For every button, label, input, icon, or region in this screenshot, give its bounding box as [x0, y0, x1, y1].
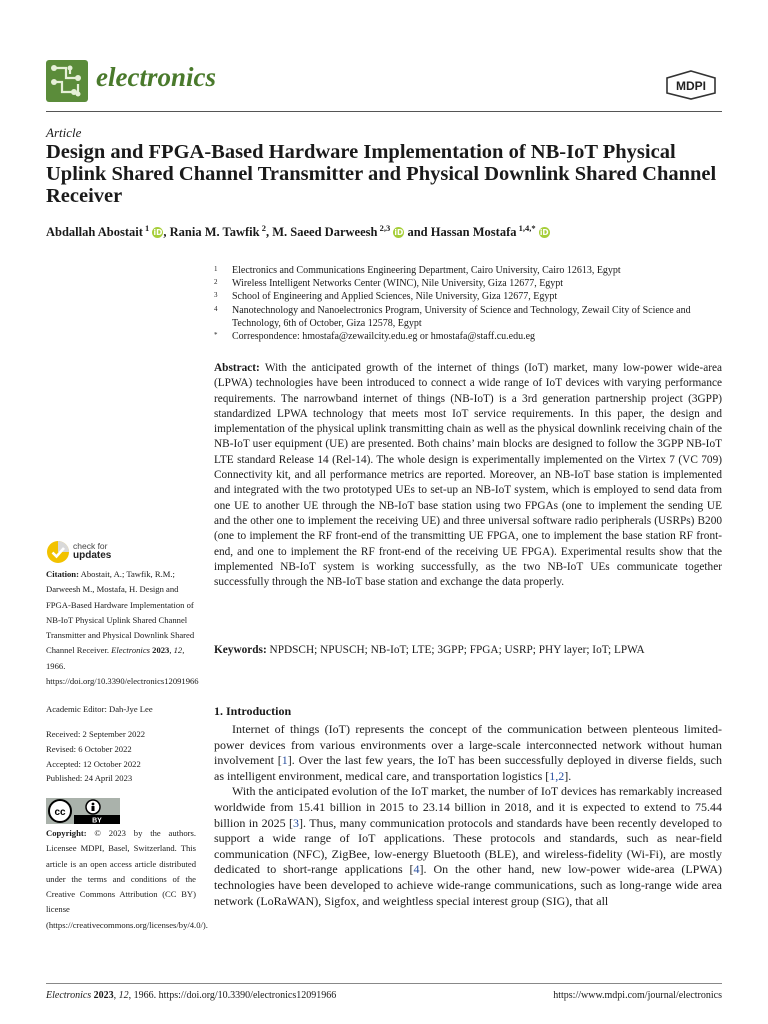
orcid-icon[interactable]: iD [539, 228, 549, 238]
paragraph-text: Internet of things (IoT) represents the concept of the communication between plenteous limited-power devices from various environments over a large-scale interconnected network without human involvement [ [214, 722, 722, 768]
keywords-text: NPDSCH; NPUSCH; NB-IoT; LTE; 3GPP; FPGA; USRP; PHY layer; IoT; LPWA [269, 644, 645, 656]
author-name: M. Saeed Darweesh [272, 225, 378, 240]
author-affiliation-sup: 1,4,* [516, 223, 536, 233]
affiliation-text: Correspondence: hmostafa@zewailcity.edu.eg or hmostafa@staff.cu.edu.eg [232, 331, 536, 343]
affiliation-text: School of Engineering and Applied Sciences, Nile University, Giza 12677, Egypt [232, 291, 558, 303]
citation-block: Citation: Abostait, A.; Tawfik, R.M.; Darweesh M., Mostafa, H. Design and FPGA-Based Hardware Implementation of NB-IoT Physical Uplink Shared Channel Transmitter and Physical Downlink Shared Channel Receiver. Electronics 2023, 12, 1966. https://doi.org/10.3390/electronics12091966 [46, 569, 199, 687]
affiliation-item [214, 277, 726, 290]
citation-year: 2023 [152, 645, 170, 656]
citation-reference-link[interactable]: 4 [413, 862, 420, 877]
citation-volume: 12 [173, 645, 183, 656]
abstract-label: Abstract: [214, 362, 260, 374]
citation-doi[interactable]: 1966. https://doi.org/10.3390/electronics12091966 [46, 660, 199, 687]
affiliation-number: 1 [214, 265, 218, 273]
author-affiliation-sup: 1 [142, 223, 150, 233]
affiliation-text: Wireless Intelligent Networks Center (WINC), Nile University, Giza 12677, Egypt [232, 278, 564, 290]
cc-license-badge[interactable] [46, 798, 120, 824]
copyright-block [46, 826, 208, 933]
publisher-name: MDPI [676, 79, 706, 93]
abstract-text: With the anticipated growth of the internet of things (IoT) market, many low-power wide-area (LPWA) technologies have been introduced to connect a wide range of IoT devices with varying performance requirements. The narrowband internet of things (NB-IoT) is a 3rd generation partnership project (3GPP) standardized LPWA technology that meets most IoT service requirements. In this paper, the design and implementation of the physical uplink transmitting chain as well as the physical downlink receiving chain of the NB-IoT user equipment (UE) are presented. Both chains’ main blocks are designed to follow the 3GPP NB-IoT LTE standard Release 14 (Rel-14). The whole design is experimentally implemented on the Virtex 7 (VC 709) Connectivity kit, and all performance metrics are reported. Moreover, an NB-IoT base station is implemented and integrated with the two prototyped UEs to set-up an NB-IoT system, which is employed to send data from one UE to another UE through the NB-IoT base station using two FPGAs (one to implement the sending UE and the other one to implement the receiving UE) and three universal software radio peripherals (USRPs) B200 (one to implement the RF front-end of the transmitting UE FPGA, one to implement the base station RF front-end, and one to implement the RF front-end of the receiving UE FPGA). Experimental results show that the implemented NB-IoT system is working successfully, as the two NB-IoT UEs communicate together successfully through the NB-IoT base station and exchange the data properly. [214, 362, 723, 589]
footer-volume: 12 [118, 990, 129, 1001]
author-list [46, 223, 726, 240]
affiliation-item [214, 264, 726, 277]
section-heading-introduction: 1. Introduction [214, 704, 292, 718]
academic-editor: Academic Editor: Dah-Jye Lee [46, 704, 153, 714]
footer-journal-url[interactable]: https://www.mdpi.com/journal/electronics [553, 990, 722, 1001]
paragraph-text: ]. [564, 768, 572, 783]
paragraph-text: With the anticipated evolution of the IoT market, the number of IoT devices has remarkably increased worldwide from 15.41 billion in 2015 to 23.14 billion in 2018, and it is expected to extend to 75.44 billion in 2025 [ [214, 784, 722, 830]
paragraph-text: ]. On the other hand, new low-power wide-area (LPWA) technologies have been developed to achieve wide-range communications, such as long-range wide area network (LoRaWAN), Sigfox, and weightless special interest group (SIG), that all [214, 862, 722, 908]
author-affiliation-sup: 2,3 [377, 223, 391, 233]
abstract [214, 361, 722, 590]
check-updates-line1: check for [73, 541, 108, 551]
affiliation-number: 2 [214, 278, 218, 287]
citation-reference-link[interactable]: 1 [281, 753, 288, 768]
check-updates-icon [46, 540, 70, 564]
journal-logo [46, 60, 88, 102]
citation-journal: Electronics [111, 645, 150, 656]
orcid-icon[interactable]: iD [153, 228, 163, 238]
paragraph-text: ]. Over the last few years, the IoT has been successfully deployed in diverse fields, such as intelligent environment, medical care, and transportation logistics [ [214, 753, 722, 783]
date-received: Received: 2 September 2022 [46, 729, 146, 739]
footer-year: 2023 [93, 990, 114, 1001]
footer-citation: Electronics 2023, 12, 1966. https://doi.org/10.3390/electronics12091966 [46, 990, 337, 1001]
author-name: Hassan Mostafa [430, 225, 517, 240]
publication-dates [46, 727, 145, 786]
affiliation-text: Nanotechnology and Nanoelectronics Program, University of Science and Technology, Zewail City of Science and Technology, 6th of October, Giza 12578, Egypt [232, 304, 691, 329]
author-name: Abdallah Abostait [46, 225, 143, 240]
date-accepted: Accepted: 12 October 2022 [46, 758, 141, 769]
header-divider [46, 111, 722, 112]
introduction-body [214, 722, 722, 909]
keywords [214, 643, 722, 658]
affiliation-number: * [214, 331, 218, 340]
affiliation-number: 4 [214, 304, 218, 313]
citation-text: Abostait, A.; Tawfik, R.M.; Darweesh M., Mostafa, H. Design and FPGA-Based Hardware Implementation of NB-IoT Physical Uplink Shared Channel Transmitter and Physical Downlink Shared Channel Receiver. [46, 569, 195, 656]
copyright-text: © 2023 by the authors. Licensee MDPI, Basel, Switzerland. This article is an open access article distributed under the terms and conditions of the Creative Commons Attribution (CC BY) license (https://creativecommons.org/licenses/by/4.0/). [46, 828, 208, 930]
affiliation-item [214, 330, 726, 343]
affiliation-number: 3 [214, 291, 218, 300]
author-affiliation-sup: 2 [259, 223, 266, 233]
affiliations [214, 264, 726, 343]
article-type: Article [46, 125, 82, 140]
footer-doi[interactable]: , 1966. https://doi.org/10.3390/electronics12091966 [128, 990, 337, 1001]
date-revised: Revised: 6 October 2022 [46, 743, 132, 754]
author-separator: and [404, 225, 431, 240]
affiliation-item [214, 290, 726, 303]
author-separator: , [266, 225, 273, 240]
affiliation-item [214, 304, 726, 330]
citation-label: Citation: [46, 569, 79, 579]
intro-paragraph-1 [214, 722, 722, 784]
author-separator: , [163, 225, 170, 240]
check-for-updates-badge[interactable] [46, 540, 136, 566]
orcid-icon[interactable]: iD [394, 228, 404, 238]
svg-text:cc: cc [54, 807, 66, 818]
author-name: Rania M. Tawfik [169, 225, 260, 240]
footer-divider [46, 983, 722, 984]
circuit-logo-icon [46, 60, 88, 102]
mdpi-hexagon-icon [665, 70, 717, 100]
paper-title: Design and FPGA-Based Hardware Implementation of NB-IoT Physical Uplink Shared Channel Transmitter and Physical Downlink Shared Channel Receiver [46, 141, 717, 207]
cc-by-icon [46, 798, 120, 824]
check-updates-line2: updates [73, 550, 112, 561]
mdpi-logo [665, 70, 717, 100]
intro-paragraph-2 [214, 784, 722, 909]
paragraph-text: ]. Thus, many communication protocols and standards have been recently developed to support a wide range of IoT applications. These protocols and standards, such as near-field communication (NFC), ZigBee, low-energy Bluetooth (BLE), and wireless-fidelity (Wi-Fi), are mostly dedicated to short-range applications [ [214, 815, 722, 877]
citation-reference-link[interactable]: 1,2 [549, 768, 565, 783]
citation-reference-link[interactable]: 3 [293, 815, 300, 830]
cc-by-label: BY [92, 817, 102, 824]
affiliation-text: Electronics and Communications Engineering Department, Cairo University, Cairo 12613, Egypt [232, 265, 621, 276]
date-published: Published: 24 April 2023 [46, 773, 133, 784]
copyright-label: Copyright: [46, 828, 87, 838]
keywords-label: Keywords: [214, 644, 267, 656]
footer-journal: Electronics [46, 990, 92, 1001]
journal-name: electronics [96, 62, 216, 92]
